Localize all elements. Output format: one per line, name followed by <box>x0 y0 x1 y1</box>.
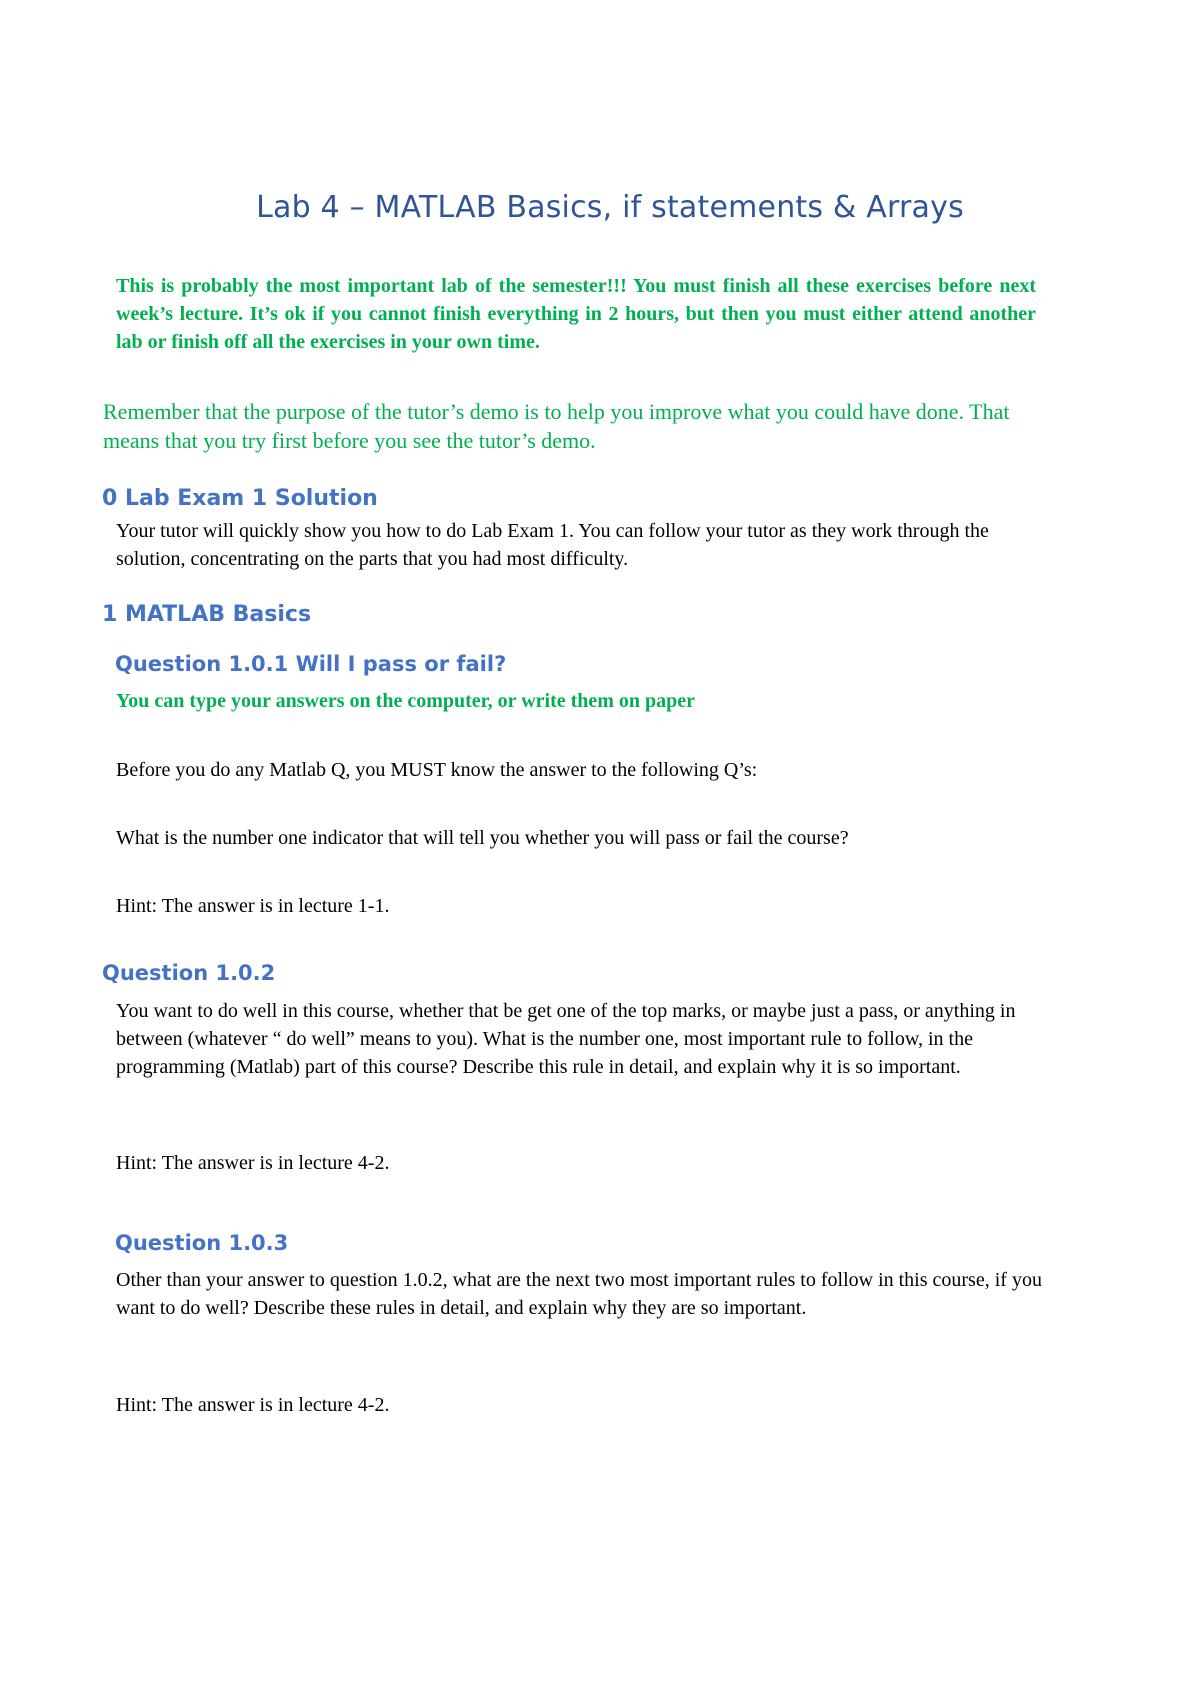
intro-warning: This is probably the most important lab of the semester!!! You must finish all these exercises before next week’s lecture. It’s ok if you cannot finish everything in 2 hours, but then you must either attend another lab or finish off all the exercises in your own time. <box>116 275 1036 353</box>
question-1-0-2-heading: Question 1.0.2 <box>102 961 276 985</box>
question-1-0-1-note: You can type your answers on the computer, or write them on paper <box>116 690 696 712</box>
question-1-0-3-hint: Hint: The answer is in lecture 4-2. <box>116 1394 390 1416</box>
remember-note: Remember that the purpose of the tutor’s demo is to help you improve what you could have done. That means that you try first before you see the tutor’s demo. <box>103 399 1010 453</box>
question-1-0-1-hint: Hint: The answer is in lecture 1-1. <box>116 895 390 917</box>
question-1-0-1-heading: Question 1.0.1 Will I pass or fail? <box>115 652 507 676</box>
page-title: Lab 4 – MATLAB Basics, if statements & Arrays <box>256 190 964 225</box>
question-1-0-1-para-2: What is the number one indicator that will tell you whether you will pass or fail the course? <box>116 827 849 849</box>
question-1-0-2-hint: Hint: The answer is in lecture 4-2. <box>116 1152 390 1174</box>
section-0-heading: 0 Lab Exam 1 Solution <box>102 486 378 511</box>
question-1-0-2-body: You want to do well in this course, whether that be get one of the top marks, or maybe just a pass, or anything in between (whatever “ do well” means to you). What is the number one, most important rule to follow, in the programming (Matlab) part of this course? Describe this rule in detail, and explain why it is so important. <box>116 1000 1016 1078</box>
question-1-0-1-para-1: Before you do any Matlab Q, you MUST know the answer to the following Q’s: <box>116 759 758 781</box>
question-1-0-3-body: Other than your answer to question 1.0.2, what are the next two most important rules to follow in this course, if you want to do well? Describe these rules in detail, and explain why they are so important. <box>116 1269 1042 1319</box>
question-1-0-3-heading: Question 1.0.3 <box>115 1231 289 1255</box>
section-1-heading: 1 MATLAB Basics <box>102 602 312 627</box>
section-0-body: Your tutor will quickly show you how to do Lab Exam 1. You can follow your tutor as they work through the solution, concentrating on the parts that you had most difficulty. <box>116 520 989 570</box>
